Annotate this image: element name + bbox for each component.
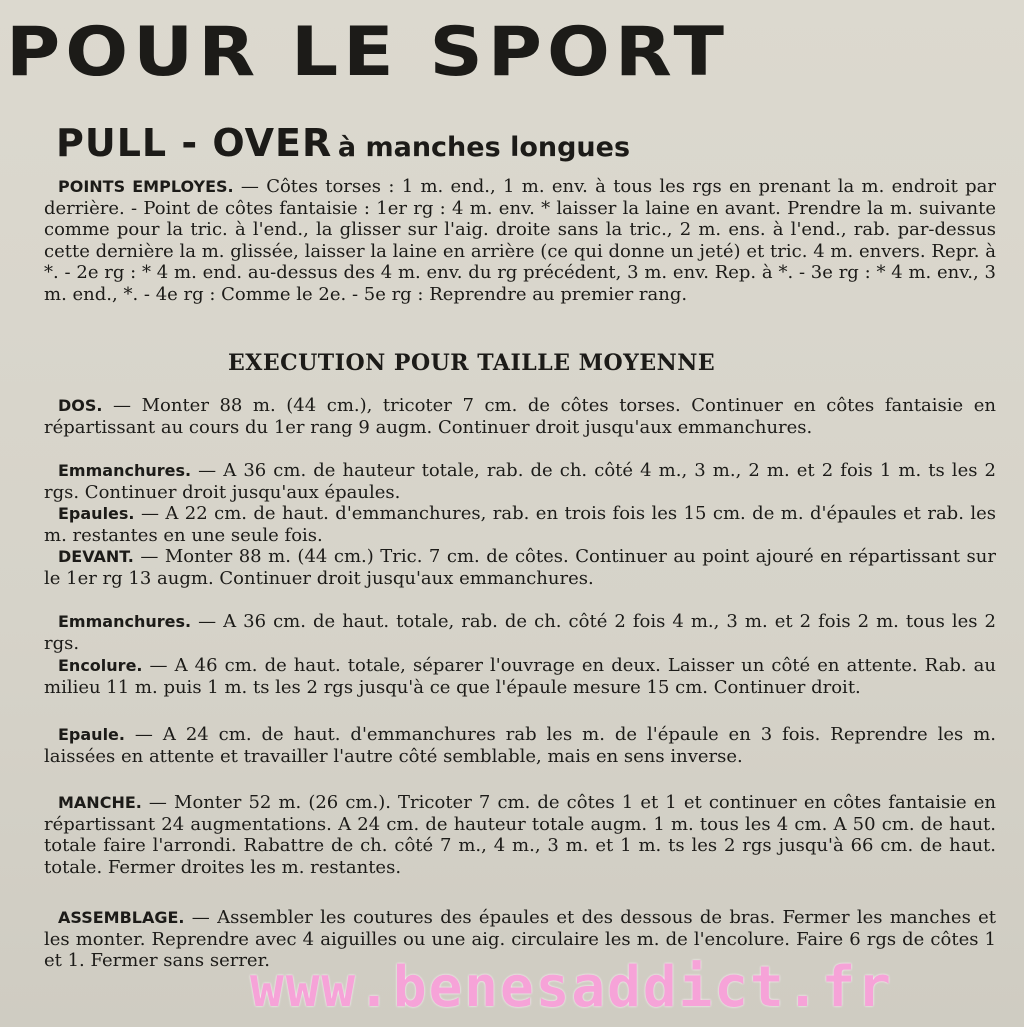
shoulders-section [44,503,996,546]
section-label: DEVANT. [58,547,134,566]
neckline-section [44,655,996,698]
garment-name: PULL - OVER [56,121,333,165]
section-text: — A 22 cm. de haut. d'emmanchures, rab. en trois fois les 15 cm. de m. d'épaules et rab. les m. restantes en une seule fois. [44,503,996,546]
back-section [44,395,996,438]
section-text: — A 46 cm. de haut. totale, séparer l'ouvrage en deux. Laisser un côté en attente. Rab. au milieu 11 m. puis 1 m. ts les 2 rgs jusqu'à ce que l'épaule mesure 15 cm. Continuer droit. [44,655,996,698]
section-label: Epaules. [58,504,135,523]
sleeve-section [44,792,996,878]
watermark-url: www.benesaddict.fr [250,955,893,1020]
section-label: Emmanchures. [58,461,192,480]
section-label: Encolure. [58,656,143,675]
section-text: — Monter 52 m. (26 cm.). Tricoter 7 cm. de côtes 1 et 1 et continuer en côtes fantaisie en répartissant 24 augmentations. A 24 cm. de hauteur totale augm. 1 m. tous les 4 cm. A 50 cm. de haut. totale faire l'arrondi. Rabattre de ch. côté 7 m., 4 m., 3 m. et 1 m. ts les 2 rgs jusqu'à 66 cm. de haut. totale. Fermer droites les m. restantes. [44,792,996,878]
section-text: — A 24 cm. de haut. d'emmanchures rab les m. de l'épaule en 3 fois. Reprendre les m. laissées en attente et travailler l'autre côté semblable, mais en sens inverse. [44,724,996,767]
section-text: — A 36 cm. de hauteur totale, rab. de ch. côté 4 m., 3 m., 2 m. et 2 fois 1 m. ts les 2 rgs. Continuer droit jusqu'aux épaules. [44,460,996,503]
section-text: — Assembler les coutures des épaules et des dessous de bras. Fermer les manches et les monter. Reprendre avec 4 aiguilles ou une aig. circulaire les m. de l'encolure. Faire 6 rgs de côtes 1 et 1. Fermer sans serrer. [44,907,996,971]
stitches-label: POINTS EMPLOYES. [58,177,234,196]
section-label: Emmanchures. [58,612,192,631]
garment-description: à manches longues [337,132,631,163]
stitches-text: — Côtes torses : 1 m. end., 1 m. env. à tous les rgs en prenant la m. endroit par derrière. - Point de côtes fantaisie : 1er rg : 4 m. env. * laisser la laine en avant. Prendre la m. suivante comme pour la tric. à l'end., la glisser sur l'aig. droite sans la tric., 2 m. ens. à l'end., rab. par-dessus cette dernière la m. glissée, laisser la laine en arrière (ce qui donne un jeté) et tric. 4 m. envers. Repr. à *. - 2e rg : * 4 m. end. au-dessus des 4 m. env. du rg précédent, 3 m. env. Rep. à *. - 3e rg : * 4 m. env., 3 m. end., *. - 4e rg : Comme le 2e. - 5e rg : Reprendre au premier rang. [44,176,996,305]
shoulder-section [44,724,996,767]
section-label: ASSEMBLAGE. [58,908,185,927]
front-armholes-section [44,611,996,654]
section-label: DOS. [58,396,103,415]
front-section [44,546,996,589]
stitches-paragraph [44,176,996,305]
section-text: — A 36 cm. de haut. totale, rab. de ch. côté 2 fois 4 m., 3 m. et 2 fois 2 m. tous les 2 rgs. [44,611,996,654]
garment-title [56,121,631,165]
section-text: — Monter 88 m. (44 cm.) Tric. 7 cm. de côtes. Continuer au point ajouré en répartissant sur le 1er rg 13 augm. Continuer droit jusqu'aux emmanchures. [44,546,996,589]
page-title: POUR LE SPORT [6,12,730,92]
section-label: MANCHE. [58,793,142,812]
section-text: — Monter 88 m. (44 cm.), tricoter 7 cm. de côtes torses. Continuer en côtes fantaisie en répartissant au cours du 1er rang 9 augm. Continuer droit jusqu'aux emmanchures. [44,395,996,438]
execution-heading: EXECUTION POUR TAILLE MOYENNE [228,350,716,376]
section-label: Epaule. [58,725,125,744]
back-armholes-section [44,460,996,503]
